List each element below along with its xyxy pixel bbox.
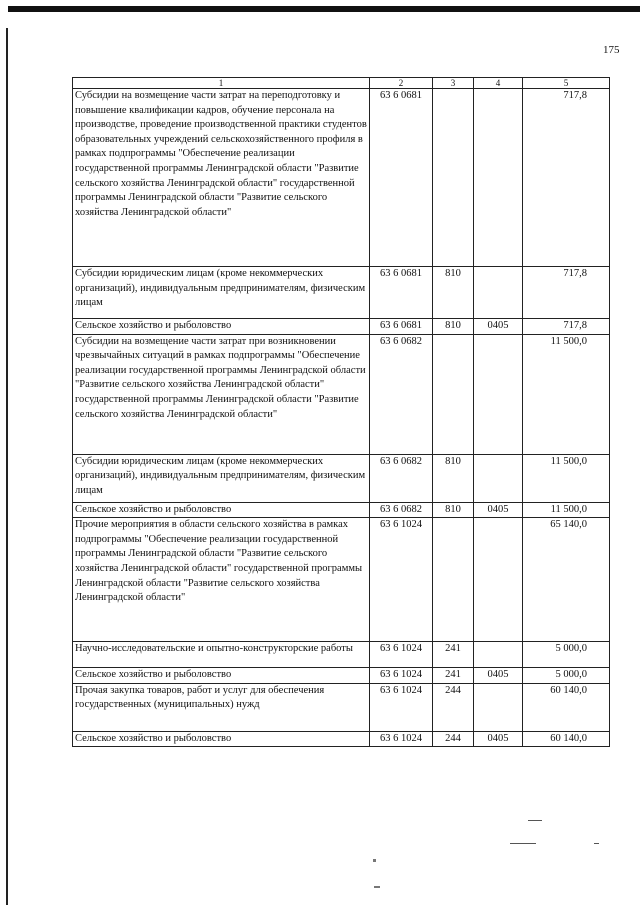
row-vr-cell: 810 bbox=[433, 319, 474, 335]
row-csr-cell: 63 6 0681 bbox=[370, 267, 433, 319]
row-vr-cell: 810 bbox=[433, 502, 474, 518]
row-vr-cell: 810 bbox=[433, 267, 474, 319]
row-sum-cell: 60 140,0 bbox=[523, 683, 610, 731]
header-cell: 4 bbox=[474, 78, 523, 89]
table-row bbox=[73, 502, 610, 518]
row-csr-cell: 63 6 0682 bbox=[370, 502, 433, 518]
row-name-cell: Сельское хозяйство и рыболовство bbox=[73, 319, 370, 335]
row-vr-cell: 244 bbox=[433, 731, 474, 747]
row-vr-cell bbox=[433, 89, 474, 267]
row-sum-cell: 65 140,0 bbox=[523, 518, 610, 642]
row-name-cell: Субсидии на возмещение части затрат при возникновении чрезвычайных ситуаций в рамках подпрограммы "Обеспечение реализации государственной программы Ленинградской области "Развитие сельского хозяйства Ленинградской области" государственной программы Ленинградской области "Развитие сельского хозяйства Ленинградской области" bbox=[73, 334, 370, 454]
table-row bbox=[73, 89, 610, 267]
row-section-cell: 0405 bbox=[474, 319, 523, 335]
row-name-cell: Субсидии юридическим лицам (кроме некоммерческих организаций), индивидуальным предпринимателям, физическим лицам bbox=[73, 267, 370, 319]
row-csr-cell: 63 6 1024 bbox=[370, 518, 433, 642]
budget-table bbox=[72, 77, 610, 747]
row-sum-cell: 11 500,0 bbox=[523, 502, 610, 518]
row-name-cell: Сельское хозяйство и рыболовство bbox=[73, 731, 370, 747]
table-header-row bbox=[73, 78, 610, 89]
row-vr-cell: 244 bbox=[433, 683, 474, 731]
table-row bbox=[73, 334, 610, 454]
row-sum-cell: 60 140,0 bbox=[523, 731, 610, 747]
table-row bbox=[73, 668, 610, 684]
scan-mark bbox=[374, 886, 380, 888]
scan-mark bbox=[373, 859, 376, 862]
row-name-cell: Прочая закупка товаров, работ и услуг для обеспечения государственных (муниципальных) нужд bbox=[73, 683, 370, 731]
row-csr-cell: 63 6 0681 bbox=[370, 89, 433, 267]
row-name-cell: Субсидии на возмещение части затрат на переподготовку и повышение квалификации кадров, обучение персонала на производстве, проведение производственной практики студентов образовательных учреждений сельскохозяйственного профиля в рамках подпрограммы "Обеспечение реализации государственной программы Ленинградской области "Развитие сельского хозяйства Ленинградской области" государственной программы Ленинградской области "Развитие сельского хозяйства Ленинградской области" bbox=[73, 89, 370, 267]
scan-mark bbox=[510, 843, 536, 844]
row-section-cell bbox=[474, 683, 523, 731]
row-section-cell bbox=[474, 334, 523, 454]
row-csr-cell: 63 6 0682 bbox=[370, 334, 433, 454]
row-csr-cell: 63 6 1024 bbox=[370, 668, 433, 684]
scan-mark bbox=[528, 820, 542, 821]
row-name-cell: Научно-исследовательские и опытно-конструкторские работы bbox=[73, 642, 370, 668]
table-row bbox=[73, 731, 610, 747]
row-section-cell bbox=[474, 267, 523, 319]
row-csr-cell: 63 6 0681 bbox=[370, 319, 433, 335]
row-name-cell: Прочие мероприятия в области сельского хозяйства в рамках подпрограммы "Обеспечение реализации государственной программы Ленинградской области "Развитие сельского хозяйства Ленинградской области" государственной программы Ленинградской области "Развитие сельского хозяйства Ленинградской области" bbox=[73, 518, 370, 642]
row-name-cell: Субсидии юридическим лицам (кроме некоммерческих организаций), индивидуальным предпринимателям, физическим лицам bbox=[73, 454, 370, 502]
row-sum-cell: 717,8 bbox=[523, 267, 610, 319]
table-row bbox=[73, 454, 610, 502]
header-cell: 2 bbox=[370, 78, 433, 89]
row-csr-cell: 63 6 1024 bbox=[370, 683, 433, 731]
table-row bbox=[73, 267, 610, 319]
row-sum-cell: 5 000,0 bbox=[523, 668, 610, 684]
row-sum-cell: 5 000,0 bbox=[523, 642, 610, 668]
table-row bbox=[73, 642, 610, 668]
table-row bbox=[73, 683, 610, 731]
table-row bbox=[73, 319, 610, 335]
row-vr-cell: 241 bbox=[433, 642, 474, 668]
row-section-cell: 0405 bbox=[474, 668, 523, 684]
header-cell: 3 bbox=[433, 78, 474, 89]
row-name-cell: Сельское хозяйство и рыболовство bbox=[73, 668, 370, 684]
row-section-cell bbox=[474, 518, 523, 642]
row-csr-cell: 63 6 0682 bbox=[370, 454, 433, 502]
row-csr-cell: 63 6 1024 bbox=[370, 642, 433, 668]
row-vr-cell: 810 bbox=[433, 454, 474, 502]
row-sum-cell: 717,8 bbox=[523, 89, 610, 267]
row-section-cell: 0405 bbox=[474, 731, 523, 747]
row-csr-cell: 63 6 1024 bbox=[370, 731, 433, 747]
row-section-cell: 0405 bbox=[474, 502, 523, 518]
row-name-cell: Сельское хозяйство и рыболовство bbox=[73, 502, 370, 518]
header-cell: 1 bbox=[73, 78, 370, 89]
scan-mark bbox=[594, 843, 599, 844]
page-number: 175 bbox=[603, 44, 620, 56]
row-vr-cell: 241 bbox=[433, 668, 474, 684]
scan-left-edge bbox=[6, 28, 8, 905]
row-section-cell bbox=[474, 89, 523, 267]
row-vr-cell bbox=[433, 518, 474, 642]
row-section-cell bbox=[474, 454, 523, 502]
row-sum-cell: 717,8 bbox=[523, 319, 610, 335]
row-vr-cell bbox=[433, 334, 474, 454]
row-sum-cell: 11 500,0 bbox=[523, 334, 610, 454]
header-cell: 5 bbox=[523, 78, 610, 89]
row-sum-cell: 11 500,0 bbox=[523, 454, 610, 502]
row-section-cell bbox=[474, 642, 523, 668]
table-row bbox=[73, 518, 610, 642]
scan-top-edge bbox=[8, 6, 640, 12]
